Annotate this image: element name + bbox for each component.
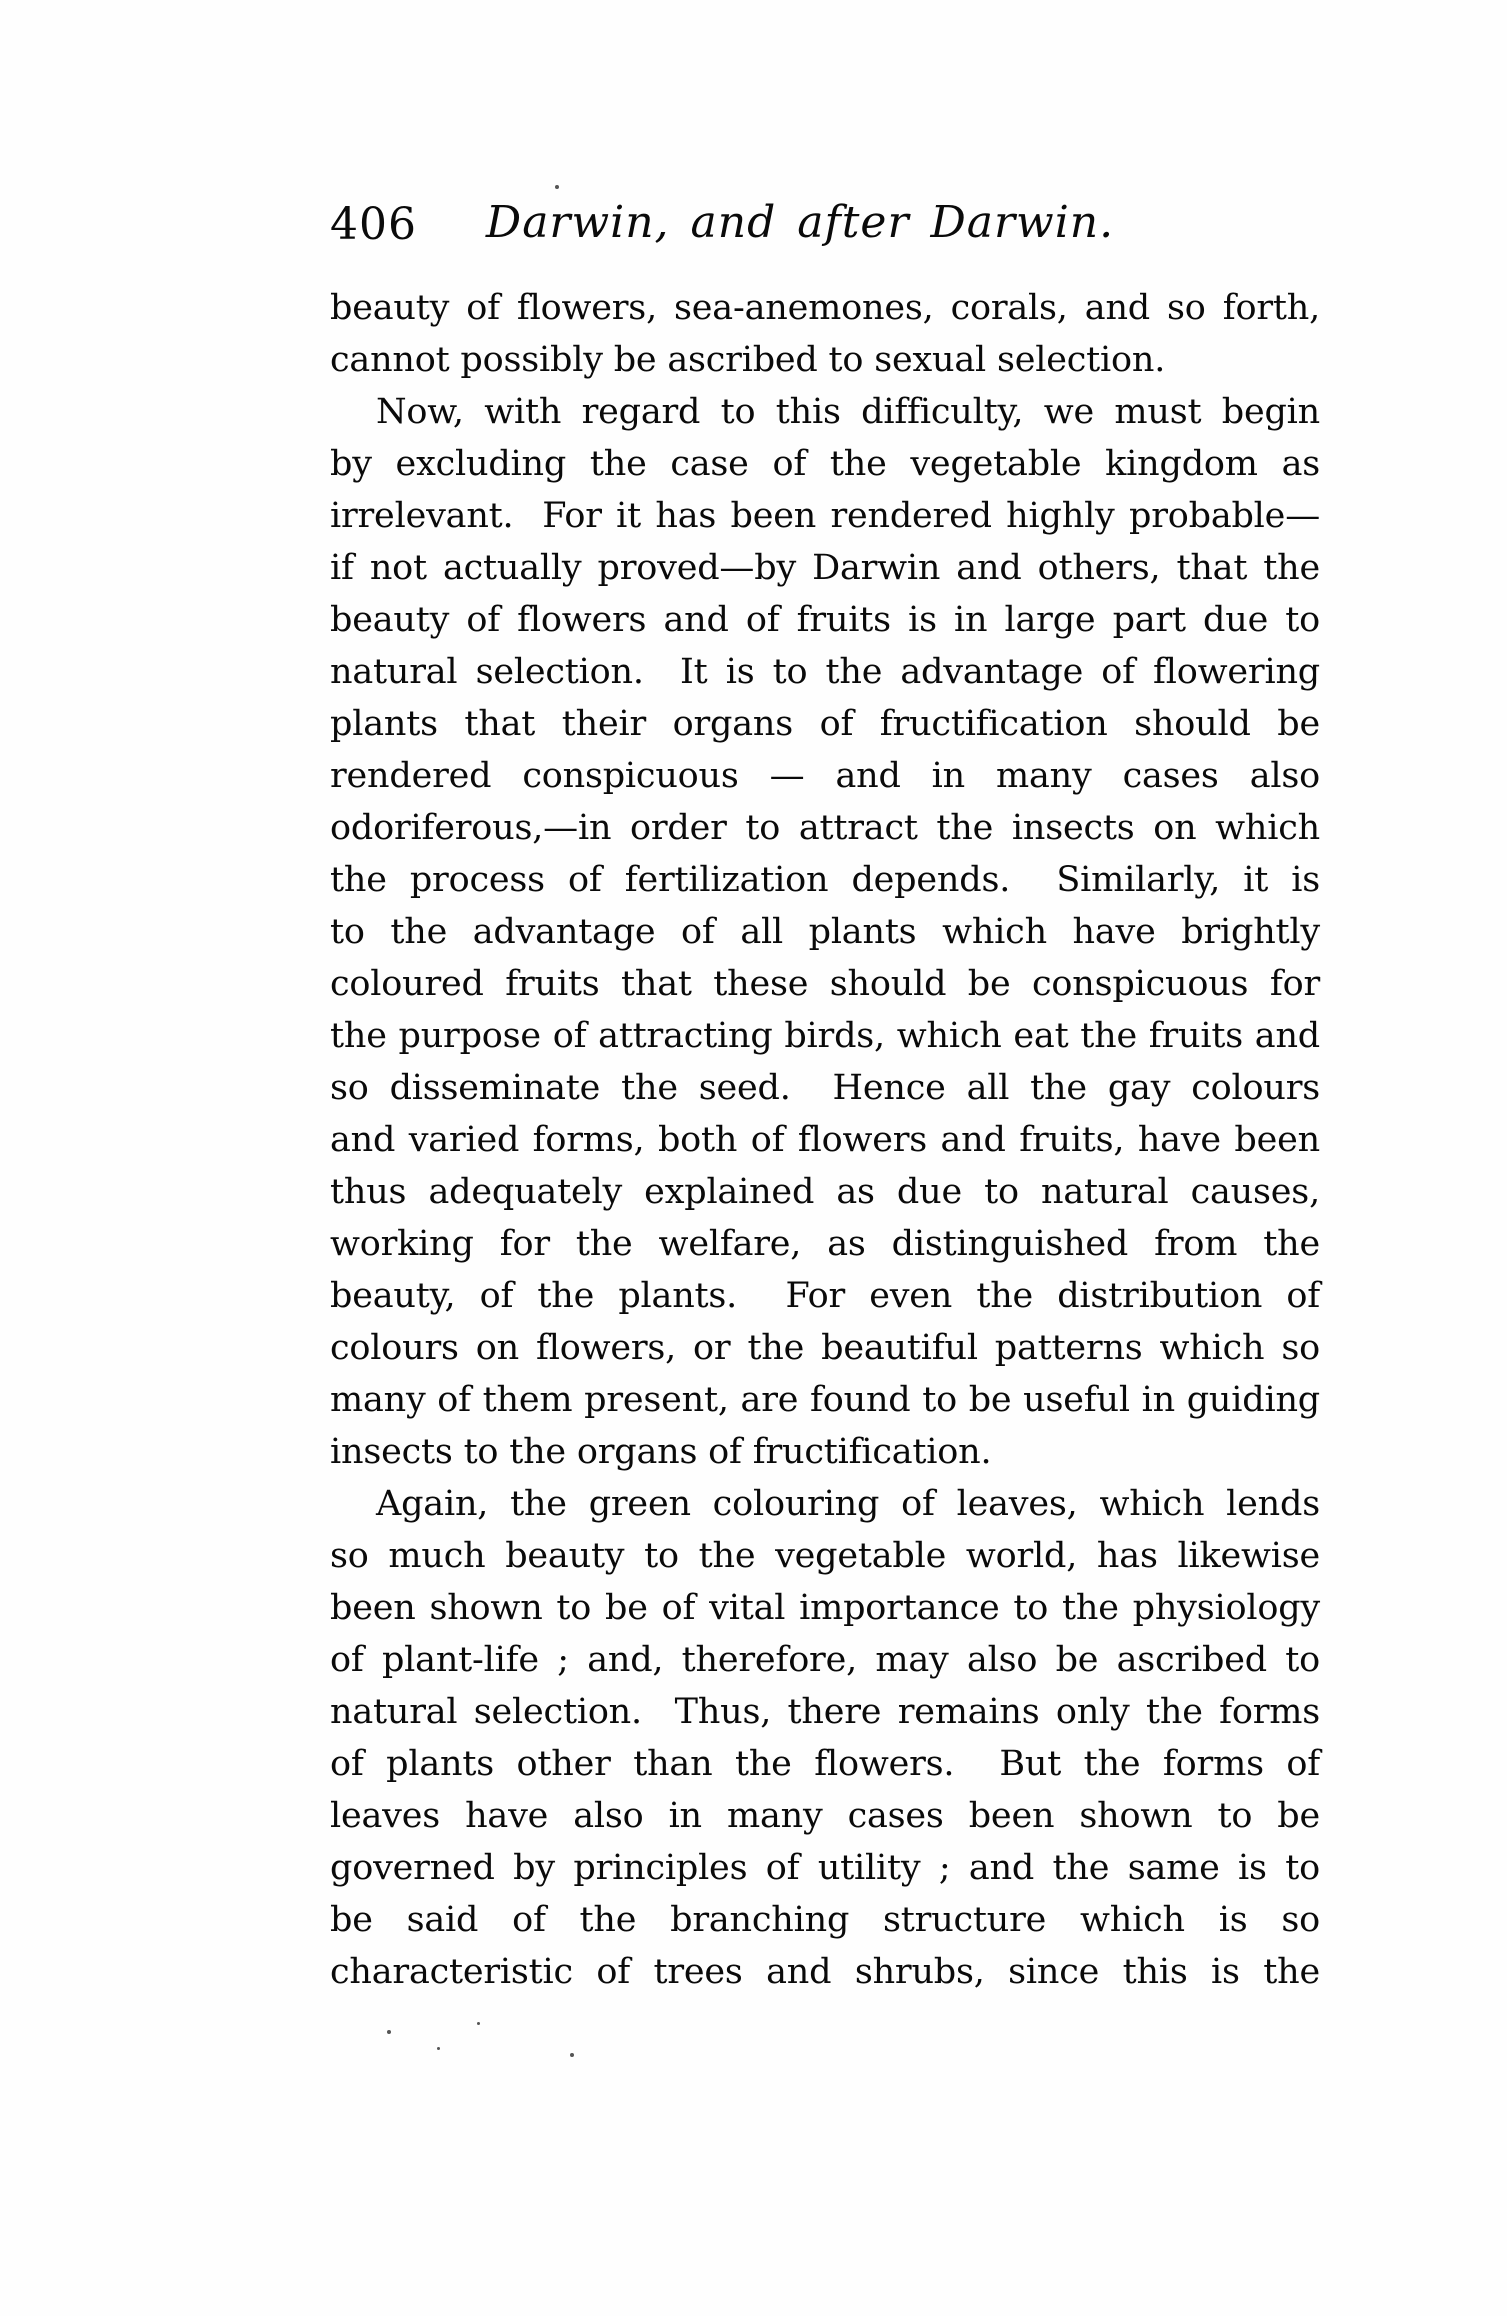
text-line: leaves have also in many cases been shown to be (330, 1796, 1320, 1836)
ink-speck (555, 185, 559, 189)
ink-speck (570, 2053, 574, 2057)
text-line: be said of the branching structure which is so (330, 1900, 1320, 1940)
text-line: irrelevant. For it has been rendered highly probable— (330, 496, 1320, 536)
text-line: rendered conspicuous — and in many cases also (330, 756, 1320, 796)
text-line: insects to the organs of fructification. (330, 1432, 992, 1472)
page-body-text (330, 282, 1320, 1998)
text-line: governed by principles of utility ; and the same is to (330, 1848, 1320, 1888)
text-line: colours on flowers, or the beautiful patterns which so (330, 1328, 1320, 1368)
text-line: beauty, of the plants. For even the distribution of (330, 1276, 1320, 1316)
text-line: to the advantage of all plants which have brightly (330, 912, 1320, 952)
text-line: plants that their organs of fructification should be (330, 704, 1320, 744)
text-line: beauty of flowers and of fruits is in large part due to (330, 600, 1320, 640)
text-line: of plant-life ; and, therefore, may also be ascribed to (330, 1640, 1320, 1680)
ink-speck (387, 2030, 391, 2034)
text-line: coloured fruits that these should be conspicuous for (330, 964, 1320, 1004)
text-line: odoriferous,—in order to attract the insects on which (330, 808, 1320, 848)
text-line: if not actually proved—by Darwin and others, that the (330, 548, 1320, 588)
text-line: beauty of flowers, sea-anemones, corals, and so forth, (330, 288, 1320, 328)
text-line: cannot possibly be ascribed to sexual selection. (330, 340, 1166, 380)
text-line: by excluding the case of the vegetable kingdom as (330, 444, 1320, 484)
text-line: thus adequately explained as due to natural causes, (330, 1172, 1320, 1212)
text-line: and varied forms, both of flowers and fruits, have been (330, 1120, 1320, 1160)
running-header-title: Darwin, and after Darwin. (485, 197, 1115, 248)
text-line: characteristic of trees and shrubs, since this is the (330, 1952, 1320, 1992)
text-line: working for the welfare, as distinguished from the (330, 1224, 1320, 1264)
text-line: so much beauty to the vegetable world, has likewise (330, 1536, 1320, 1576)
text-line: the purpose of attracting birds, which eat the fruits and (330, 1016, 1320, 1056)
ink-speck (437, 2047, 440, 2050)
text-line: Again, the green colouring of leaves, which lends (376, 1484, 1320, 1524)
text-line: of plants other than the flowers. But the forms of (330, 1744, 1320, 1784)
page-header (330, 197, 1320, 263)
text-line: natural selection. Thus, there remains only the forms (330, 1692, 1320, 1732)
ink-speck (477, 2022, 480, 2025)
text-line: natural selection. It is to the advantage of flowering (330, 652, 1320, 692)
text-line: the process of fertilization depends. Similarly, it is (330, 860, 1320, 900)
page-number: 406 (330, 199, 417, 250)
text-line: been shown to be of vital importance to the physiology (330, 1588, 1320, 1628)
text-line: many of them present, are found to be useful in guiding (330, 1380, 1320, 1420)
text-line: Now, with regard to this difficulty, we must begin (376, 392, 1320, 432)
text-line: so disseminate the seed. Hence all the gay colours (330, 1068, 1320, 1108)
